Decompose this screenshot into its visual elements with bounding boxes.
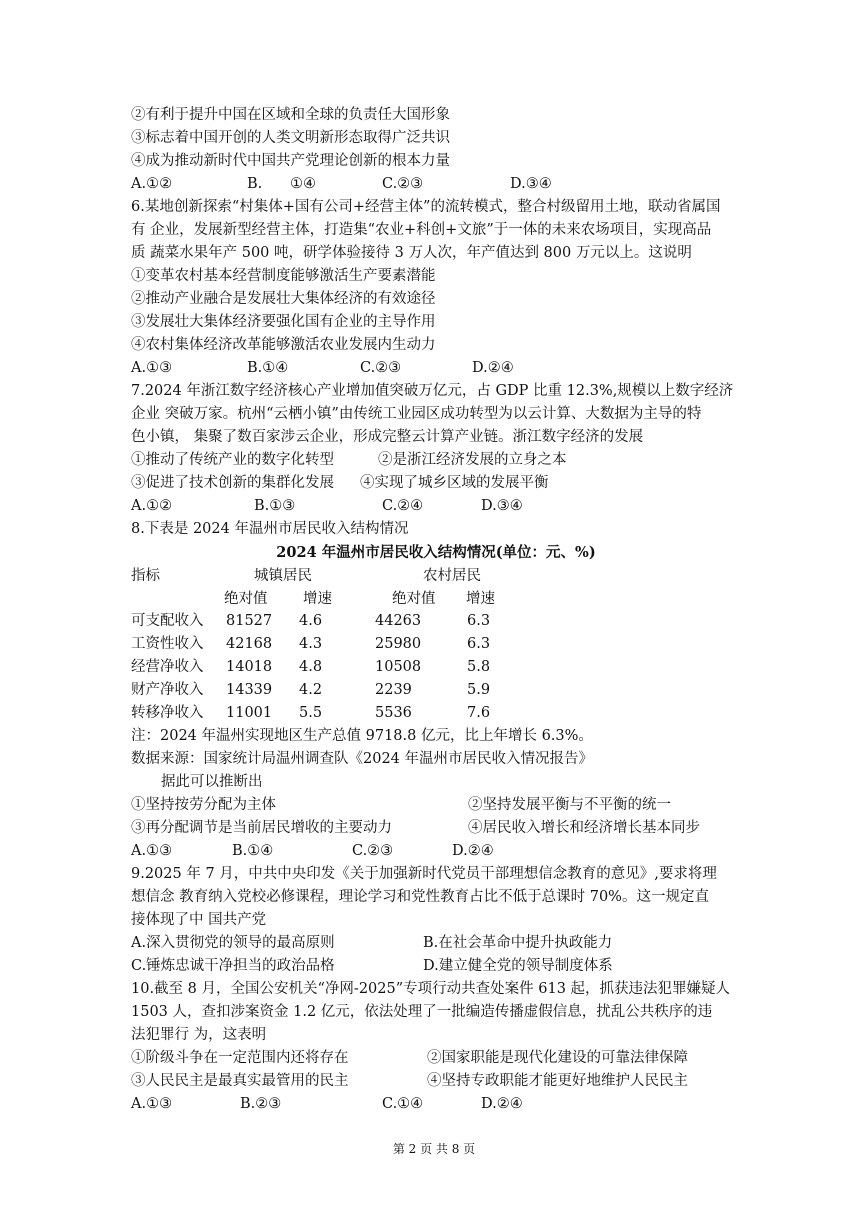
q6-stem-line-2: 有 企业，发展新型经营主体，打造集“农业+科创+文旅”于一体的未来农场项目，实现高品	[131, 222, 712, 238]
table-cell-rural-value: 25980	[375, 636, 422, 652]
table-row-label: 转移净收入	[131, 705, 204, 721]
table-header-urban: 城镇居民	[254, 568, 312, 584]
table-cell-urban-value: 81527	[226, 613, 273, 629]
q8-option-b: B.①④	[232, 843, 274, 859]
table-cell-urban-value: 11001	[226, 705, 273, 721]
table-header-indicator: 指标	[131, 568, 160, 584]
table-cell-urban-growth: 4.3	[299, 636, 323, 652]
q6-option-a: A.①③	[131, 360, 173, 376]
q9-stem-line-2: 想信念 教育纳入党校必修课程，理论学习和党性教育占比不低于总课时 70%。这一规定直	[131, 889, 709, 905]
q7-option-d: D.③④	[481, 498, 523, 514]
q6-statement-2: ②推动产业融合是发展壮大集体经济的有效途径	[131, 291, 436, 307]
q5-statement-4: ④成为推动新时代中国共产党理论创新的根本力量	[131, 153, 450, 169]
q10-statement-4: ④坚持专政职能才能更好地维护人民民主	[427, 1073, 688, 1089]
q10-option-d: D.②④	[481, 1096, 523, 1112]
q9-stem-line-1: 9.2025 年 7 月，中共中央印发《关于加强新时代党员干部理想信念教育的意见》,要求将理	[131, 866, 717, 882]
q7-stem-line-3: 色小镇， 集聚了数百家涉云企业，形成完整云计算产业链。浙江数字经济的发展	[131, 429, 644, 445]
q10-option-a: A.①③	[131, 1096, 173, 1112]
table-header-rural: 农村居民	[423, 568, 481, 584]
q9-option-a: A.深入贯彻党的领导的最高原则	[131, 935, 335, 951]
q10-statement-3: ③人民民主是最真实最管用的民主	[131, 1073, 349, 1089]
q10-statement-2: ②国家职能是现代化建设的可靠法律保障	[427, 1050, 688, 1066]
q6-statement-4: ④农村集体经济改革能够激活农业发展内生动力	[131, 337, 436, 353]
q5-option-d: D.③④	[510, 176, 552, 192]
table-subheader-urban-growth: 增速	[303, 591, 332, 607]
table-cell-rural-growth: 7.6	[467, 705, 491, 721]
table-cell-urban-value: 14018	[226, 659, 273, 675]
q8-table-source: 数据来源：国家统计局温州调查队《2024 年温州市居民收入情况报告》	[131, 751, 594, 767]
q9-option-b: B.在社会革命中提升执政能力	[423, 935, 613, 951]
q8-option-a: A.①③	[131, 843, 173, 859]
table-subheader-urban-value: 绝对值	[224, 591, 268, 607]
table-cell-urban-growth: 4.2	[299, 682, 323, 698]
q6-option-c: C.②③	[360, 360, 402, 376]
table-subheader-rural-growth: 增速	[466, 591, 495, 607]
table-cell-rural-value: 2239	[375, 682, 412, 698]
table-row-label: 工资性收入	[131, 636, 204, 652]
table-cell-urban-value: 42168	[226, 636, 273, 652]
table-subheader-rural-value: 绝对值	[392, 591, 436, 607]
q7-stem-line-2: 企业 突破万家。杭州“云栖小镇”由传统工业园区成功转型为以云计算、大数据为主导的特	[131, 406, 702, 422]
q9-stem-line-3: 接体现了中 国共产党	[131, 912, 267, 928]
table-row-label: 财产净收入	[131, 682, 204, 698]
q8-statement-4: ④居民收入增长和经济增长基本同步	[468, 820, 700, 836]
table-cell-urban-growth: 5.5	[299, 705, 323, 721]
q8-statement-3: ③再分配调节是当前居民增收的主要动力	[131, 820, 392, 836]
q5-option-b-text: ①④	[290, 176, 316, 192]
table-row-label: 经营净收入	[131, 659, 204, 675]
q8-option-c: C.②③	[352, 843, 394, 859]
q5-option-c: C.②③	[382, 176, 424, 192]
q10-statement-1: ①阶级斗争在一定范围内还将存在	[131, 1050, 349, 1066]
table-cell-urban-growth: 4.8	[299, 659, 323, 675]
q7-statement-2: ②是浙江经济发展的立身之本	[378, 452, 567, 468]
q6-statement-3: ③发展壮大集体经济要强化国有企业的主导作用	[131, 314, 436, 330]
q8-table-note: 注：2024 年温州实现地区生产总值 9718.8 亿元，比上年增长 6.3%。	[131, 728, 593, 744]
q8-statement-2: ②坚持发展平衡与不平衡的统一	[468, 797, 671, 813]
table-cell-rural-growth: 6.3	[467, 636, 491, 652]
q5-statement-2: ②有利于提升中国在区域和全球的负责任大国形象	[131, 107, 450, 123]
q8-table-title: 2024 年温州市居民收入结构情况(单位：元、%)	[276, 544, 596, 561]
q10-stem-line-3: 法犯罪行 为，这表明	[131, 1027, 267, 1043]
q7-statement-1: ①推动了传统产业的数字化转型	[131, 452, 334, 468]
table-cell-rural-growth: 5.9	[467, 682, 491, 698]
q8-lead: 据此可以推断出	[161, 774, 263, 790]
table-cell-rural-value: 44263	[375, 613, 422, 629]
page-footer: 第 2 页 共 8 页	[392, 1142, 476, 1156]
q7-option-a: A.①②	[131, 498, 173, 514]
q6-option-d: D.②④	[472, 360, 514, 376]
table-cell-urban-growth: 4.6	[299, 613, 323, 629]
table-row-label: 可支配收入	[131, 613, 204, 629]
q5-option-a: A.①②	[131, 176, 173, 192]
table-cell-rural-value: 5536	[375, 705, 412, 721]
q6-stem-line-3: 质 蔬菜水果年产 500 吨，研学体验接待 3 万人次，年产值达到 800 万元以上。这说明	[131, 245, 692, 261]
table-cell-rural-growth: 6.3	[467, 613, 491, 629]
q10-option-b: B.②③	[240, 1096, 282, 1112]
q7-stem-line-1: 7.2024 年浙江数字经济核心产业增加值突破万亿元，占 GDP 比重 12.3%,规模以上数字经济	[131, 383, 734, 399]
table-cell-urban-value: 14339	[226, 682, 273, 698]
table-cell-rural-value: 10508	[375, 659, 422, 675]
q6-statement-1: ①变革农村基本经营制度能够激活生产要素潜能	[131, 268, 436, 284]
q7-statement-4: ④实现了城乡区域的发展平衡	[360, 475, 549, 491]
q8-stem: 8.下表是 2024 年温州市居民收入结构情况	[131, 521, 409, 537]
q8-option-d: D.②④	[452, 843, 494, 859]
q10-stem-line-2: 1503 人，查扣涉案资金 1.2 亿元，依法处理了一批编造传播虚假信息，扰乱公共秩序的违	[131, 1004, 713, 1020]
q9-option-c: C.锤炼忠诚干净担当的政治品格	[131, 958, 335, 974]
q5-option-b-letter: B.	[247, 176, 263, 192]
q10-option-c: C.①④	[382, 1096, 424, 1112]
table-cell-rural-growth: 5.8	[467, 659, 491, 675]
q9-option-d: D.建立健全党的领导制度体系	[423, 958, 613, 974]
q6-option-b: B.①④	[247, 360, 289, 376]
q6-stem-line-1: 6.某地创新探索“村集体+国有公司+经营主体”的流转模式，整合村级留用土地，联动省属国	[131, 199, 721, 215]
q7-statement-3: ③促进了技术创新的集群化发展	[131, 475, 334, 491]
q8-statement-1: ①坚持按劳分配为主体	[131, 797, 276, 813]
q10-stem-line-1: 10.截至 8 月，全国公安机关“净网-2025”专项行动共查处案件 613 起，抓获违法犯罪嫌疑人	[131, 981, 731, 997]
q5-statement-3: ③标志着中国开创的人类文明新形态取得广泛共识	[131, 130, 450, 146]
q7-option-b: B.①③	[254, 498, 296, 514]
q7-option-c: C.②④	[382, 498, 424, 514]
